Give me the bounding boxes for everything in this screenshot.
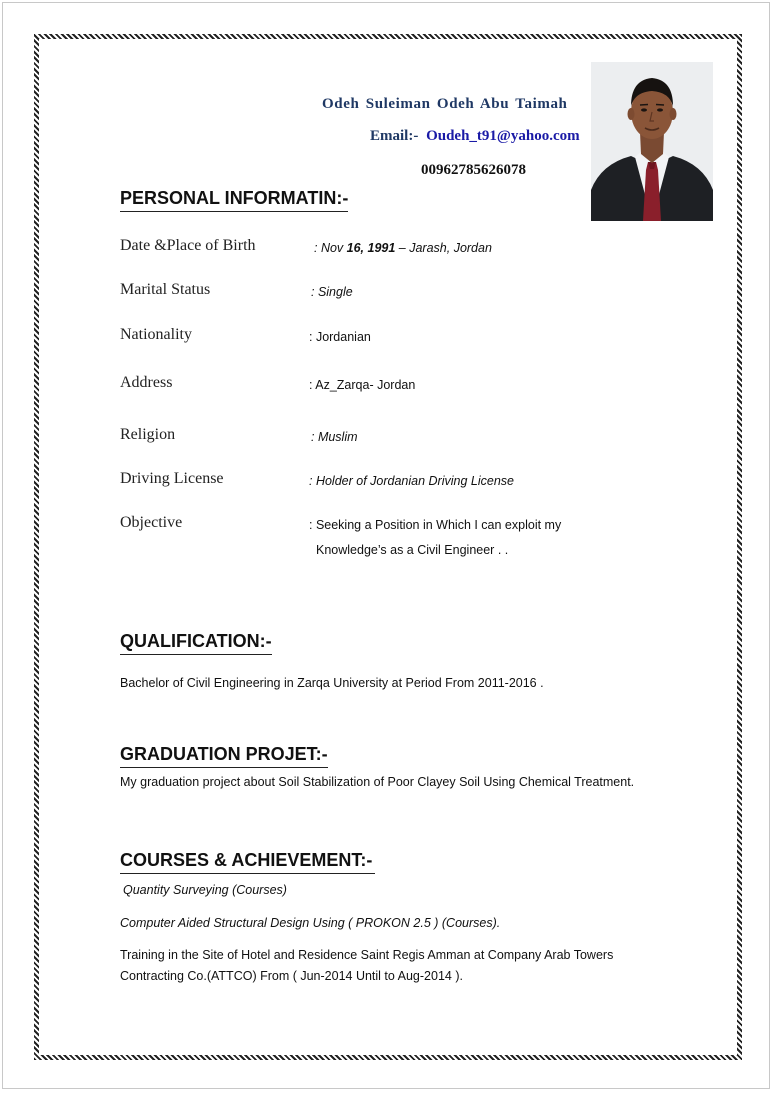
qualification-text: Bachelor of Civil Engineering in Zarqa University at Period From 2011-2016 .: [120, 676, 544, 690]
religion-label: Religion: [120, 426, 176, 443]
graduation-project-text: My graduation project about Soil Stabilization of Poor Clayey Soil Using Chemical Treatment.: [120, 775, 635, 789]
objective-label: Objective: [120, 514, 183, 531]
birth-value: [314, 241, 492, 255]
phone-number: 00962785626078: [421, 162, 526, 178]
training-line-2: Contracting Co.(ATTCO) From ( Jun-2014 Until to Aug-2014 ).: [120, 969, 463, 983]
objective-value: : Seeking a Position in Which I can exploit my: [309, 518, 562, 532]
personal-information-heading: [120, 188, 348, 212]
nationality-label: Nationality: [120, 326, 192, 343]
heading-underline: [120, 654, 272, 655]
courses-heading: [120, 850, 375, 874]
qualification-heading: [120, 631, 272, 655]
driving-license-label: Driving License: [120, 470, 224, 487]
birth-value-prefix: : Nov: [314, 241, 347, 255]
religion-value: : Muslim: [311, 430, 358, 444]
training-line-1: Training in the Site of Hotel and Residence Saint Regis Amman at Company Arab Towers: [120, 948, 614, 962]
qualification-heading-text: QUALIFICATION:-: [120, 631, 272, 651]
birth-label: Date &Place of Birth: [120, 237, 256, 254]
course-quantity-surveying: Quantity Surveying (Courses): [123, 883, 287, 897]
graduation-project-heading: [120, 744, 328, 768]
portrait-illustration: [591, 62, 713, 221]
marital-status-label: Marital Status: [120, 281, 211, 298]
personal-information-heading-text: PERSONAL INFORMATIN:-: [120, 188, 349, 208]
heading-underline: [120, 211, 348, 212]
address-value: : Az_Zarqa- Jordan: [309, 378, 416, 392]
birth-place: – Jarash, Jordan: [395, 241, 492, 255]
course-prokon: Computer Aided Structural Design Using ( PROKON 2.5 ) (Courses).: [120, 916, 501, 930]
heading-underline: [120, 767, 328, 768]
objective-value-line2: Knowledge’s as a Civil Engineer . .: [316, 543, 509, 557]
graduation-project-heading-text: GRADUATION PROJET:-: [120, 744, 328, 764]
birth-date: 16, 1991: [346, 241, 396, 255]
address-label: Address: [120, 374, 173, 391]
marital-status-value: : Single: [311, 285, 353, 299]
email-label: Email:-: [370, 128, 419, 144]
nationality-value: : Jordanian: [309, 330, 371, 344]
profile-photo: [591, 62, 713, 221]
courses-heading-text: COURSES & ACHIEVEMENT:-: [120, 850, 373, 870]
driving-license-value: : Holder of Jordanian Driving License: [309, 474, 514, 488]
heading-underline: [120, 873, 375, 874]
candidate-name: Odeh Suleiman Odeh Abu Taimah: [322, 96, 568, 112]
email-row: [370, 128, 580, 145]
email-link[interactable]: Oudeh_t91@yahoo.com: [426, 128, 580, 144]
